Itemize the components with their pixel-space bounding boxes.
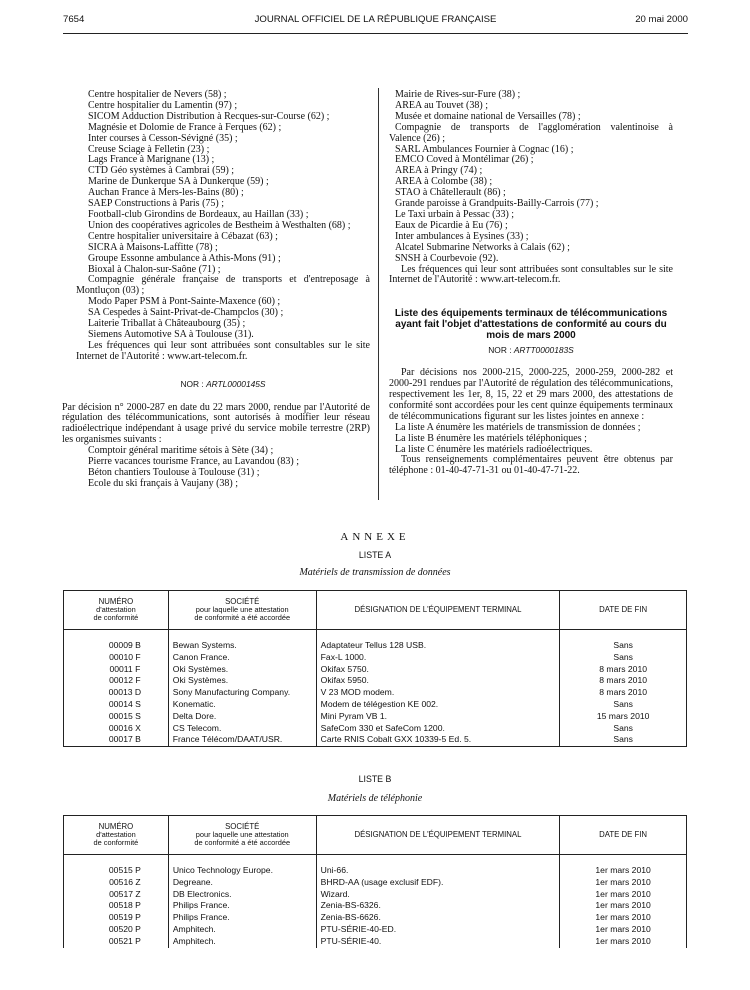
table-row: [64, 699, 687, 711]
list-item: Centre hospitalier du Lamentin (97) ;: [88, 99, 238, 111]
cell-number: 00012 F: [64, 675, 169, 687]
cell-equipment: BHRD-AA (usage exclusif EDF).: [316, 877, 560, 889]
nor-label: NOR :: [180, 378, 204, 389]
cell-end-date: Sans: [560, 640, 687, 652]
right-column: [389, 90, 673, 477]
cell-end-date: 1er mars 2010: [560, 865, 687, 877]
cell-end-date: Sans: [560, 652, 687, 664]
cell-number: 00519 P: [64, 912, 169, 924]
list-item: Compagnie générale française de transports et d'entreposage à: [88, 274, 370, 286]
list-item: SARL Ambulances Fournier à Cognac (16) ;: [395, 143, 574, 155]
table-row: [64, 640, 687, 652]
list-item: EMCO Coved à Montélimar (26) ;: [395, 154, 534, 166]
cell-company: Oki Systèmes.: [168, 664, 316, 676]
nor-reference: [76, 379, 370, 390]
nor-code: ARTL0000145S: [206, 378, 266, 389]
table-row: [64, 912, 687, 924]
annex-list-item: La liste B énumère les matériels téléphoniques ;: [395, 432, 587, 444]
cell-company: Oki Systèmes.: [168, 675, 316, 687]
list-item: Inter ambulances à Eysines (33) ;: [395, 230, 529, 242]
organisation-list: [88, 297, 370, 341]
list-item: SICOM Adduction Distribution à Recques-sur-Course (62) ;: [88, 110, 330, 122]
cell-company: DB Electronics.: [168, 889, 316, 901]
list-item: Pierre vacances tourisme France, au Lavandou (83) ;: [88, 456, 300, 468]
list-item: Ecole du ski français à Vaujany (38) ;: [88, 477, 239, 489]
cell-equipment: PTU-SÉRIE-40.: [316, 936, 560, 948]
list-item: Compagnie de transports de l'agglomération valentinoise à: [395, 121, 673, 133]
journal-title: JOURNAL OFFICIEL DE LA RÉPUBLIQUE FRANÇAISE: [254, 14, 497, 25]
table-spacer-row: [64, 630, 687, 641]
column-separator: [378, 88, 379, 500]
nor-reference: [389, 345, 673, 356]
cell-number: 00517 Z: [64, 889, 169, 901]
list-item: Creuse Sciage à Felletin (23) ;: [88, 143, 210, 155]
liste-b-title: LISTE B: [358, 774, 392, 784]
table-row: [64, 734, 687, 746]
cell-company: Delta Dore.: [168, 711, 316, 723]
cell-number: 00520 P: [64, 924, 169, 936]
list-item: AREA à Colombe (38) ;: [395, 176, 493, 188]
list-item-continuation: Valence (26) ;: [389, 132, 446, 144]
list-item: Groupe Essonne ambulance à Athis-Mons (91) ;: [88, 252, 281, 264]
nor-label: NOR :: [488, 345, 512, 356]
column-header-equipment: DÉSIGNATION DE L'ÉQUIPEMENT TERMINAL: [316, 816, 560, 855]
cell-number: 00516 Z: [64, 877, 169, 889]
cell-equipment: Adaptateur Tellus 128 USB.: [316, 640, 560, 652]
table-row: [64, 675, 687, 687]
cell-number: 00010 F: [64, 652, 169, 664]
cell-equipment: Okifax 5750.: [316, 664, 560, 676]
list-item: SNSH à Courbevoie (92).: [395, 252, 499, 264]
header-rule: [63, 33, 688, 34]
cell-end-date: 8 mars 2010: [560, 675, 687, 687]
list-item: STAO à Châtellerault (86) ;: [395, 187, 506, 199]
table-row: [64, 711, 687, 723]
cell-company: CS Telecom.: [168, 723, 316, 735]
list-item: Auchan France à Mers-les-Bains (80) ;: [88, 187, 244, 199]
cell-equipment: Fax-L 1000.: [316, 652, 560, 664]
list-item: SAEP Constructions à Paris (75) ;: [88, 198, 225, 210]
list-item: AREA à Pringy (74) ;: [395, 165, 483, 177]
cell-end-date: Sans: [560, 699, 687, 711]
list-item: Centre hospitalier de Nevers (58) ;: [88, 89, 227, 100]
list-item: Alcatel Submarine Networks à Calais (62) ;: [395, 241, 570, 253]
liste-a-subtitle: Matériels de transmission de données: [299, 567, 451, 578]
cell-equipment: Okifax 5950.: [316, 675, 560, 687]
frequencies-paragraph: Les fréquences qui leur sont attribuées sont consultables sur le site Internet de l'Autorité : www.art-telecom.fr.: [76, 339, 370, 362]
organisation-list: [389, 145, 673, 265]
page-header: [63, 14, 688, 30]
column-header-end-date: DATE DE FIN: [560, 816, 687, 855]
table-row: [64, 723, 687, 735]
issue-date: 20 mai 2000: [635, 14, 688, 25]
column-header-equipment: DÉSIGNATION DE L'ÉQUIPEMENT TERMINAL: [316, 591, 560, 630]
list-item: Bioxal à Chalon-sur-Saône (71) ;: [88, 263, 221, 275]
cell-company: Amphitech.: [168, 936, 316, 948]
info-paragraph: Tous renseignements complémentaires peuvent être obtenus par téléphone : 01-40-47-71-31 ou 01-40-47-71-22.: [389, 454, 673, 477]
table-row: [64, 687, 687, 699]
list-item: Grande paroisse à Grandpuits-Bailly-Carrois (77) ;: [395, 198, 599, 210]
cell-end-date: 1er mars 2010: [560, 912, 687, 924]
list-item: Inter courses à Cesson-Sévigné (35) ;: [88, 132, 238, 144]
cell-company: Degreane.: [168, 877, 316, 889]
cell-company: Bewan Systems.: [168, 640, 316, 652]
column-header-number: NUMÉRO d'attestation de conformité: [64, 816, 169, 855]
list-item: Centre hospitalier universitaire à Cébazat (63) ;: [88, 230, 278, 242]
frequencies-paragraph: Les fréquences qui leur sont attribuées sont consultables sur le site Internet de l'Autorité : www.art-telecom.fr.: [389, 263, 673, 286]
list-item: AREA au Touvet (38) ;: [395, 99, 488, 111]
cell-company: Konematic.: [168, 699, 316, 711]
annex-list: [389, 423, 673, 456]
page-number: 7654: [63, 14, 85, 25]
cell-company: Philips France.: [168, 900, 316, 912]
annexe-title: ANNEXE: [340, 531, 410, 543]
table-row: [64, 936, 687, 948]
list-item: SICRA à Maisons-Laffitte (78) ;: [88, 241, 218, 253]
table-row: [64, 924, 687, 936]
cell-equipment: Zenia-BS-6626.: [316, 912, 560, 924]
table-row: [64, 664, 687, 676]
liste-a-table: [63, 590, 687, 747]
cell-end-date: Sans: [560, 734, 687, 746]
list-item: Lags France à Marignane (13) ;: [88, 154, 215, 166]
cell-end-date: 1er mars 2010: [560, 889, 687, 901]
column-header-number: NUMÉRO d'attestation de conformité: [64, 591, 169, 630]
list-item: Laiterie Triballat à Châteaubourg (35) ;: [88, 318, 246, 330]
cell-company: Sony Manufacturing Company.: [168, 687, 316, 699]
list-item: Siemens Automotive SA à Toulouse (31).: [88, 328, 254, 340]
table-row: [64, 889, 687, 901]
annex-list-item: La liste C énumère les matériels radioélectriques.: [395, 443, 593, 455]
cell-number: 00014 S: [64, 699, 169, 711]
cell-end-date: 1er mars 2010: [560, 900, 687, 912]
organisation-list: [389, 90, 673, 123]
column-header-company: SOCIÉTÉ pour laquelle une attestation de conformité a été accordée: [168, 816, 316, 855]
list-item: Union des coopératives agricoles de Bestheim à Westhalten (68) ;: [88, 219, 351, 231]
column-header-end-date: DATE DE FIN: [560, 591, 687, 630]
section-heading: Liste des équipements terminaux de télécommunications ayant fait l'objet d'attestations de conformité au cours du mois de mars 2000: [394, 308, 668, 342]
cell-company: Canon France.: [168, 652, 316, 664]
table-row: [64, 652, 687, 664]
list-item: Musée et domaine national de Versailles (78) ;: [395, 110, 581, 122]
list-item: Le Taxi urbain à Pessac (33) ;: [395, 208, 515, 220]
cell-number: 00009 B: [64, 640, 169, 652]
organisation-list: [88, 90, 370, 275]
cell-company: France Télécom/DAAT/USR.: [168, 734, 316, 746]
cell-number: 00015 S: [64, 711, 169, 723]
table-row: [64, 877, 687, 889]
cell-company: Amphitech.: [168, 924, 316, 936]
left-column: [62, 89, 370, 490]
cell-equipment: Uni-66.: [316, 865, 560, 877]
table-header-row: [64, 591, 687, 630]
cell-equipment: SafeCom 330 et SafeCom 1200.: [316, 723, 560, 735]
organisation-list: [88, 446, 370, 490]
list-item-continuation: Montluçon (03) ;: [76, 285, 145, 297]
list-item: Béton chantiers Toulouse à Toulouse (31) ;: [88, 467, 260, 478]
column-header-company: SOCIÉTÉ pour laquelle une attestation de conformité a été accordée: [168, 591, 316, 630]
cell-number: 00013 D: [64, 687, 169, 699]
cell-end-date: Sans: [560, 723, 687, 735]
annex-list-item: La liste A énumère les matériels de transmission de données ;: [395, 421, 641, 433]
list-item: Eaux de Picardie à Eu (76) ;: [395, 219, 508, 231]
list-item: Magnésie et Dolomie de France à Ferques (62) ;: [88, 121, 282, 133]
table-spacer-row: [64, 855, 687, 866]
decisions-paragraph: Par décisions nos 2000-215, 2000-225, 2000-259, 2000-282 et 2000-291 rendues par l'Autorité de régulation des télécommunications, respectivement les 1er, 8, 15, 22 et 29 mars 2000, des attestations de conformité sont accordées pour les cent quinze équipements terminaux de télécommunications figurant sur les listes jointes en annexe :: [389, 367, 673, 422]
cell-company: Unico Technology Europe.: [168, 865, 316, 877]
cell-number: 00515 P: [64, 865, 169, 877]
list-item: Marine de Dunkerque SA à Dunkerque (59) ;: [88, 176, 269, 188]
cell-number: 00011 F: [64, 664, 169, 676]
table-header-row: [64, 816, 687, 855]
cell-end-date: 8 mars 2010: [560, 687, 687, 699]
liste-b-table: [63, 815, 687, 948]
list-item: CTD Géo systèmes à Cambrai (59) ;: [88, 165, 235, 177]
cell-end-date: 1er mars 2010: [560, 924, 687, 936]
cell-number: 00016 X: [64, 723, 169, 735]
cell-end-date: 15 mars 2010: [560, 711, 687, 723]
list-item: Football-club Girondins de Bordeaux, au Haillan (33) ;: [88, 208, 309, 220]
liste-b-subtitle: Matériels de téléphonie: [327, 793, 423, 804]
list-item: Mairie de Rives-sur-Fure (38) ;: [395, 89, 521, 100]
cell-company: Philips France.: [168, 912, 316, 924]
liste-a-title: LISTE A: [358, 550, 392, 560]
cell-equipment: Modem de télégestion KE 002.: [316, 699, 560, 711]
cell-number: 00518 P: [64, 900, 169, 912]
cell-equipment: Wizard.: [316, 889, 560, 901]
list-item: Comptoir général maritime sétois à Sète (34) ;: [88, 445, 274, 457]
list-item: SA Cespedes à Saint-Privat-de-Champclos (30) ;: [88, 307, 284, 319]
cell-equipment: PTU-SÉRIE-40-ED.: [316, 924, 560, 936]
cell-number: 00521 P: [64, 936, 169, 948]
table-row: [64, 865, 687, 877]
cell-end-date: 1er mars 2010: [560, 936, 687, 948]
cell-equipment: V 23 MOD modem.: [316, 687, 560, 699]
decision-paragraph: Par décision n° 2000-287 en date du 22 mars 2000, rendue par l'Autorité de régulation des télécommunications, sont autorisés à modifier leur réseau radioélectrique indépendant à usage privé du service mobile terrestre (2RP) les organismes suivants :: [62, 401, 370, 446]
cell-end-date: 8 mars 2010: [560, 664, 687, 676]
cell-end-date: 1er mars 2010: [560, 877, 687, 889]
cell-equipment: Mini Pyram VB 1.: [316, 711, 560, 723]
cell-number: 00017 B: [64, 734, 169, 746]
list-item: Modo Paper PSM à Pont-Sainte-Maxence (60) ;: [88, 296, 281, 308]
cell-equipment: Carte RNIS Cobalt GXX 10339-5 Ed. 5.: [316, 734, 560, 746]
cell-equipment: Zenia-BS-6326.: [316, 900, 560, 912]
nor-code: ARTT0000183S: [513, 345, 574, 356]
table-row: [64, 900, 687, 912]
